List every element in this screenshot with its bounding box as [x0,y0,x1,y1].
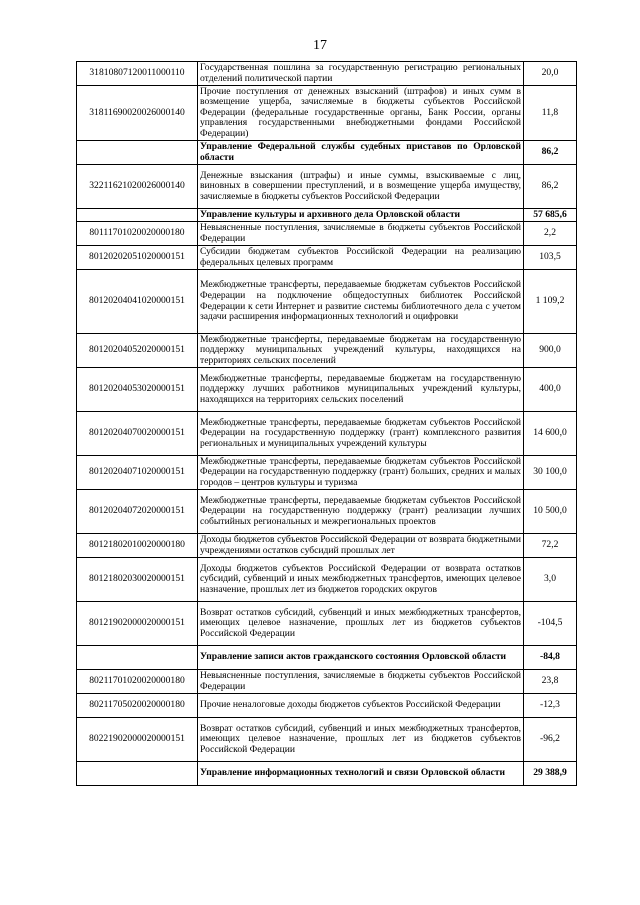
amount-cell: 23,8 [524,670,577,694]
table-row [77,222,577,246]
amount-cell: -84,8 [524,646,577,670]
amount-cell: 57 685,6 [524,209,577,222]
code-cell: 80120204071020000151 [77,456,198,490]
code-cell: 31810807120011000110 [77,62,198,86]
description-cell: Невыясненные поступления, зачисляемые в бюджеты субъектов Российской Федерации [198,670,524,694]
amount-cell: 29 388,9 [524,762,577,786]
page-number: 17 [313,38,327,53]
amount-cell: 30 100,0 [524,456,577,490]
description-cell: Межбюджетные трансферты, передаваемые бюджетам субъектов Российской Федерации на подключение общедоступных библиотек Российской Федерации к сети Интернет и развитие системы библиотечного дела с учетом задачи расширения информационных технологий и оцифровки [198,270,524,334]
amount-cell: 86,2 [524,165,577,209]
code-cell: 80120204072020000151 [77,490,198,534]
table-row [77,534,577,558]
amount-cell: 20,0 [524,62,577,86]
amount-cell: -12,3 [524,694,577,718]
table-row [77,368,577,412]
code-cell: 80120202051020000151 [77,246,198,270]
description-cell: Невыясненные поступления, зачисляемые в бюджеты субъектов Российской Федерации [198,222,524,246]
description-cell: Межбюджетные трансферты, передаваемые бюджетам на государственную поддержку лучших работников муниципальных учреждений культуры, находящихся на территориях сельских поселений [198,368,524,412]
amount-cell: 14 600,0 [524,412,577,456]
code-cell: 80211701020020000180 [77,670,198,694]
description-cell: Управление записи актов гражданского состояния Орловской области [198,646,524,670]
amount-cell: 3,0 [524,558,577,602]
code-cell [77,141,198,165]
code-cell: 80120204041020000151 [77,270,198,334]
section-header-row [77,762,577,786]
description-cell: Возврат остатков субсидий, субвенций и иных межбюджетных трансфертов, имеющих целевое назначение, прошлых лет из бюджетов субъектов Российской Федерации [198,718,524,762]
description-cell: Доходы бюджетов субъектов Российской Федерации от возврата остатков субсидий, субвенций и иных межбюджетных трансфертов, имеющих целевое назначение, прошлых лет из бюджетов городских округов [198,558,524,602]
code-cell: 31811690020026000140 [77,86,198,141]
table-row [77,62,577,86]
description-cell: Межбюджетные трансферты, передаваемые бюджетам на государственную поддержку муниципальных учреждений культуры, находящихся на территориях сельских поселений [198,334,524,368]
code-cell: 80121802010020000180 [77,534,198,558]
description-cell: Прочие поступления от денежных взысканий (штрафов) и иных сумм в возмещение ущерба, зачисляемые в бюджеты субъектов Российской Федерации (федеральные государственные органы, Банк России, органы управления государственными внебюджетными фондами Российской Федерации) [198,86,524,141]
description-cell: Управление информационных технологий и связи Орловской области [198,762,524,786]
description-cell: Управление Федеральной службы судебных приставов по Орловской области [198,141,524,165]
amount-cell: 103,5 [524,246,577,270]
amount-cell: 2,2 [524,222,577,246]
description-cell: Межбюджетные трансферты, передаваемые бюджетам субъектов Российской Федерации на государственную поддержку (грант) реализации лучших событийных региональных и межрегиональных проектов [198,490,524,534]
description-cell: Государственная пошлина за государственную регистрацию региональных отделений политической партии [198,62,524,86]
table-row [77,558,577,602]
section-header-row [77,141,577,165]
code-cell: 80211705020020000180 [77,694,198,718]
code-cell [77,646,198,670]
description-cell: Возврат остатков субсидий, субвенций и иных межбюджетных трансфертов, имеющих целевое назначение, прошлых лет из бюджетов субъектов Российской Федерации [198,602,524,646]
amount-cell: 72,2 [524,534,577,558]
amount-cell: 1 109,2 [524,270,577,334]
description-cell: Субсидии бюджетам субъектов Российской Федерации на реализацию федеральных целевых программ [198,246,524,270]
code-cell [77,209,198,222]
table-row [77,246,577,270]
description-cell: Доходы бюджетов субъектов Российской Федерации от возврата бюджетными учреждениями остатков субсидий прошлых лет [198,534,524,558]
table-row [77,165,577,209]
section-header-row [77,209,577,222]
table-row [77,86,577,141]
description-cell: Управление культуры и архивного дела Орловской области [198,209,524,222]
table-row [77,270,577,334]
table-row [77,412,577,456]
code-cell: 80120204070020000151 [77,412,198,456]
revenue-table [76,61,577,786]
amount-cell: 86,2 [524,141,577,165]
table-row [77,670,577,694]
amount-cell: 11,8 [524,86,577,141]
code-cell: 80111701020020000180 [77,222,198,246]
amount-cell: -104,5 [524,602,577,646]
description-cell: Межбюджетные трансферты, передаваемые бюджетам субъектов Российской Федерации на государственную поддержку (грант) комплексного развития региональных и муниципальных учреждений культуры [198,412,524,456]
section-header-row [77,646,577,670]
amount-cell: -96,2 [524,718,577,762]
amount-cell: 10 500,0 [524,490,577,534]
code-cell: 80120204053020000151 [77,368,198,412]
code-cell: 80221902000020000151 [77,718,198,762]
description-cell: Прочие неналоговые доходы бюджетов субъектов Российской Федерации [198,694,524,718]
code-cell [77,762,198,786]
table-row [77,718,577,762]
code-cell: 80121802030020000151 [77,558,198,602]
code-cell: 32211621020026000140 [77,165,198,209]
table-row [77,334,577,368]
table-row [77,490,577,534]
code-cell: 80121902000020000151 [77,602,198,646]
table-row [77,456,577,490]
table-row [77,602,577,646]
amount-cell: 400,0 [524,368,577,412]
description-cell: Денежные взыскания (штрафы) и иные суммы, взыскиваемые с лиц, виновных в совершении преступлений, и в возмещение ущерба имуществу, зачисляемые в бюджеты субъектов Российской Федерации [198,165,524,209]
table-row [77,694,577,718]
description-cell: Межбюджетные трансферты, передаваемые бюджетам субъектов Российской Федерации на государственную поддержку (грант) больших, средних и малых городов – центров культуры и туризма [198,456,524,490]
code-cell: 80120204052020000151 [77,334,198,368]
amount-cell: 900,0 [524,334,577,368]
